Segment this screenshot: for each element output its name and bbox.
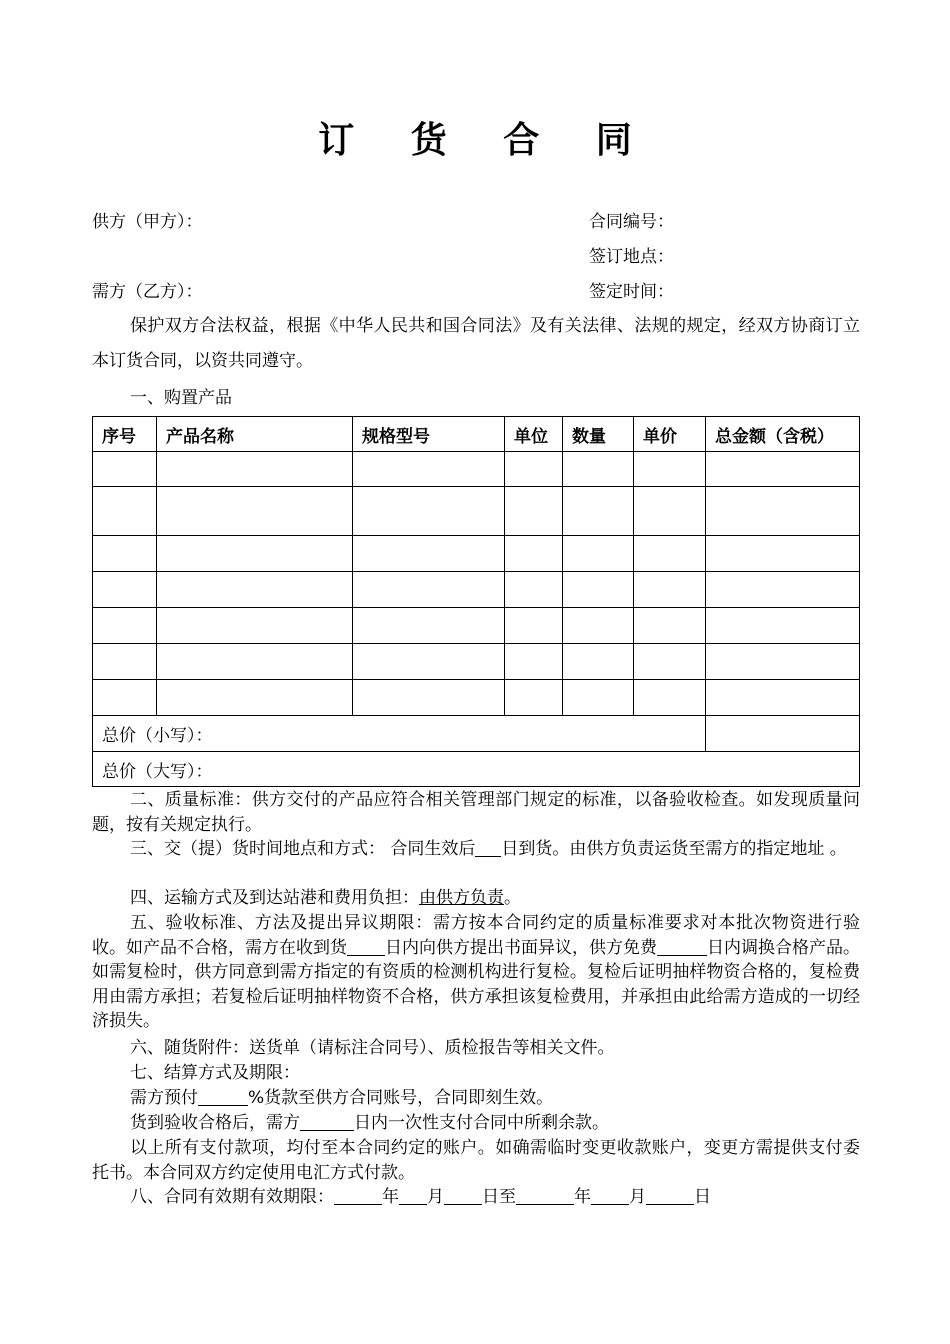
table-cell[interactable] [706,536,860,572]
total-small-value-cell[interactable] [706,716,860,752]
table-cell[interactable] [353,487,505,536]
table-cell[interactable] [563,680,634,716]
table-cell[interactable] [157,608,353,644]
validity-day1: 日至 [482,1187,516,1207]
total-small-row [93,716,860,752]
prepayment-percent-blank[interactable] [198,1088,248,1106]
final-payment-text-b: 日内一次性支付合同中所剩余款。 [354,1113,609,1133]
clause-delivery-text-a: 三、交（提）货时间地点和方式： 合同生效后 [130,839,476,859]
section-products-heading: 一、购置产品 [130,388,232,408]
table-cell[interactable] [157,572,353,608]
clause-quality: 二、质量标准：供方交付的产品应符合相关管理部门规定的标准，以备验收检查。如发现质量问题，按有关规定执行。 [92,790,860,835]
clause-acceptance-text-a: 五、验收标准、方法及提出异议期限：需方按本合同约定的质量标准要求对本批次物资进行验收。如产品不合格，需方在收到货 [92,913,860,958]
final-payment-days-blank[interactable] [300,1113,354,1131]
table-row [93,572,860,608]
delivery-days-blank[interactable] [475,839,501,857]
validity-day2: 日 [694,1187,711,1207]
table-cell[interactable] [634,680,706,716]
table-row [93,644,860,680]
table-cell[interactable] [157,680,353,716]
table-cell[interactable] [505,452,563,487]
col-header-quantity: 数量 [563,417,634,452]
replacement-days-blank[interactable] [657,938,707,956]
table-cell[interactable] [93,452,157,487]
table-cell[interactable] [505,487,563,536]
objection-days-blank[interactable] [347,938,385,956]
table-cell[interactable] [353,680,505,716]
validity-end-month-blank[interactable] [591,1187,629,1205]
table-cell[interactable] [634,536,706,572]
table-row [93,452,860,487]
table-cell[interactable] [634,452,706,487]
table-cell[interactable] [157,644,353,680]
table-cell[interactable] [706,487,860,536]
table-row [93,536,860,572]
clause-transport-responsible: 由供方负责 [419,888,504,908]
table-cell[interactable] [706,572,860,608]
col-header-index: 序号 [93,417,157,452]
table-cell[interactable] [634,644,706,680]
clause-delivery [92,837,860,862]
table-cell[interactable] [706,608,860,644]
table-cell[interactable] [505,644,563,680]
validity-start-day-blank[interactable] [444,1187,482,1205]
table-cell[interactable] [93,608,157,644]
clause-validity [92,1185,860,1210]
final-payment-text-a: 货到验收合格后，需方 [130,1113,300,1133]
validity-year2: 年 [574,1187,591,1207]
col-header-unit-price: 单价 [634,417,706,452]
buyer-label: 需方（乙方）： [92,282,203,302]
table-cell[interactable] [563,487,634,536]
table-cell[interactable] [563,644,634,680]
contract-number-label: 合同编号： [589,212,674,232]
table-cell[interactable] [634,487,706,536]
clause-acceptance [92,911,860,1034]
table-cell[interactable] [157,536,353,572]
clause-final-payment [92,1111,860,1136]
table-row [93,608,860,644]
table-cell[interactable] [353,572,505,608]
table-cell[interactable] [505,680,563,716]
table-cell[interactable] [93,680,157,716]
clause-transport-text-c: 。 [504,888,521,908]
table-cell[interactable] [634,608,706,644]
table-row [93,487,860,536]
validity-end-year-blank[interactable] [516,1187,574,1205]
table-cell[interactable] [505,572,563,608]
clause-delivery-text-b: 日到货。由供方负责运货至需方的指定地址 。 [501,839,847,859]
sign-place-label: 签订地点： [589,247,674,267]
clause-prepayment [92,1086,860,1111]
clause-payment-account: 以上所有支付款项，均付至本合同约定的账户。如确需临时变更收款账户，变更方需提供支付委托书。本合同双方约定使用电汇方式付款。 [92,1138,860,1183]
table-cell[interactable] [353,644,505,680]
prepayment-text-a: 需方预付 [130,1088,198,1108]
clause-attachments: 六、随货附件：送货单（请标注合同号）、质检报告等相关文件。 [130,1038,615,1058]
table-cell[interactable] [93,487,157,536]
table-cell[interactable] [634,572,706,608]
table-cell[interactable] [353,608,505,644]
total-large-label: 总价（大写）： [93,752,860,787]
table-cell[interactable] [353,536,505,572]
validity-start-month-blank[interactable] [399,1187,427,1205]
validity-year1: 年 [382,1187,399,1207]
total-small-label: 总价（小写）： [93,716,706,752]
table-cell[interactable] [706,644,860,680]
table-cell[interactable] [505,608,563,644]
clause-acceptance-text-b: 日内向供方提出书面异议，供方免费 [385,937,657,958]
table-row [93,680,860,716]
table-cell[interactable] [93,536,157,572]
validity-month2: 月 [629,1187,646,1207]
sign-time-label: 签定时间： [589,282,674,302]
clause-acceptance-text-c: 日内调换合格产品。如需复检时，供方同意到需方指定的有资质的检测机构进行复检。复检后证明抽样物资合格的，复检费用由需方承担；若复检后证明抽样物资不合格，供方承担该复检费用，并承担由此给需方造成的一切经济损失。 [92,937,860,1031]
validity-start-year-blank[interactable] [334,1187,382,1205]
validity-month1: 月 [427,1187,444,1207]
table-cell[interactable] [563,536,634,572]
table-cell[interactable] [93,572,157,608]
validity-text: 八、合同有效期有效期限： [130,1187,334,1207]
table-cell[interactable] [563,452,634,487]
table-cell[interactable] [563,572,634,608]
table-cell[interactable] [157,487,353,536]
col-header-unit: 单位 [505,417,563,452]
table-cell[interactable] [505,536,563,572]
document-title: 订 货 合 同 [318,120,654,161]
table-cell[interactable] [706,452,860,487]
clause-transport-text-a: 四、运输方式及到达站港和费用负担： [130,888,419,908]
table-cell[interactable] [157,452,353,487]
clause-settlement-heading: 七、结算方式及期限： [130,1063,300,1083]
prepayment-text-b: %货款至供方合同账号，合同即刻生效。 [248,1088,554,1108]
product-table [92,416,860,787]
total-large-row [93,752,860,787]
col-header-spec-model: 规格型号 [353,417,505,452]
table-header-row [93,417,860,452]
table-cell[interactable] [93,644,157,680]
col-header-total-amount: 总金额（含税） [706,417,860,452]
table-cell[interactable] [706,680,860,716]
table-cell[interactable] [353,452,505,487]
clause-transport [92,886,860,911]
table-cell[interactable] [563,608,634,644]
intro-paragraph: 保护双方合法权益，根据《中华人民共和国合同法》及有关法律、法规的规定，经双方协商订立本订货合同，以资共同遵守。 [92,316,860,371]
col-header-product-name: 产品名称 [157,417,353,452]
supplier-label: 供方（甲方）： [92,212,203,232]
validity-end-day-blank[interactable] [646,1187,694,1205]
